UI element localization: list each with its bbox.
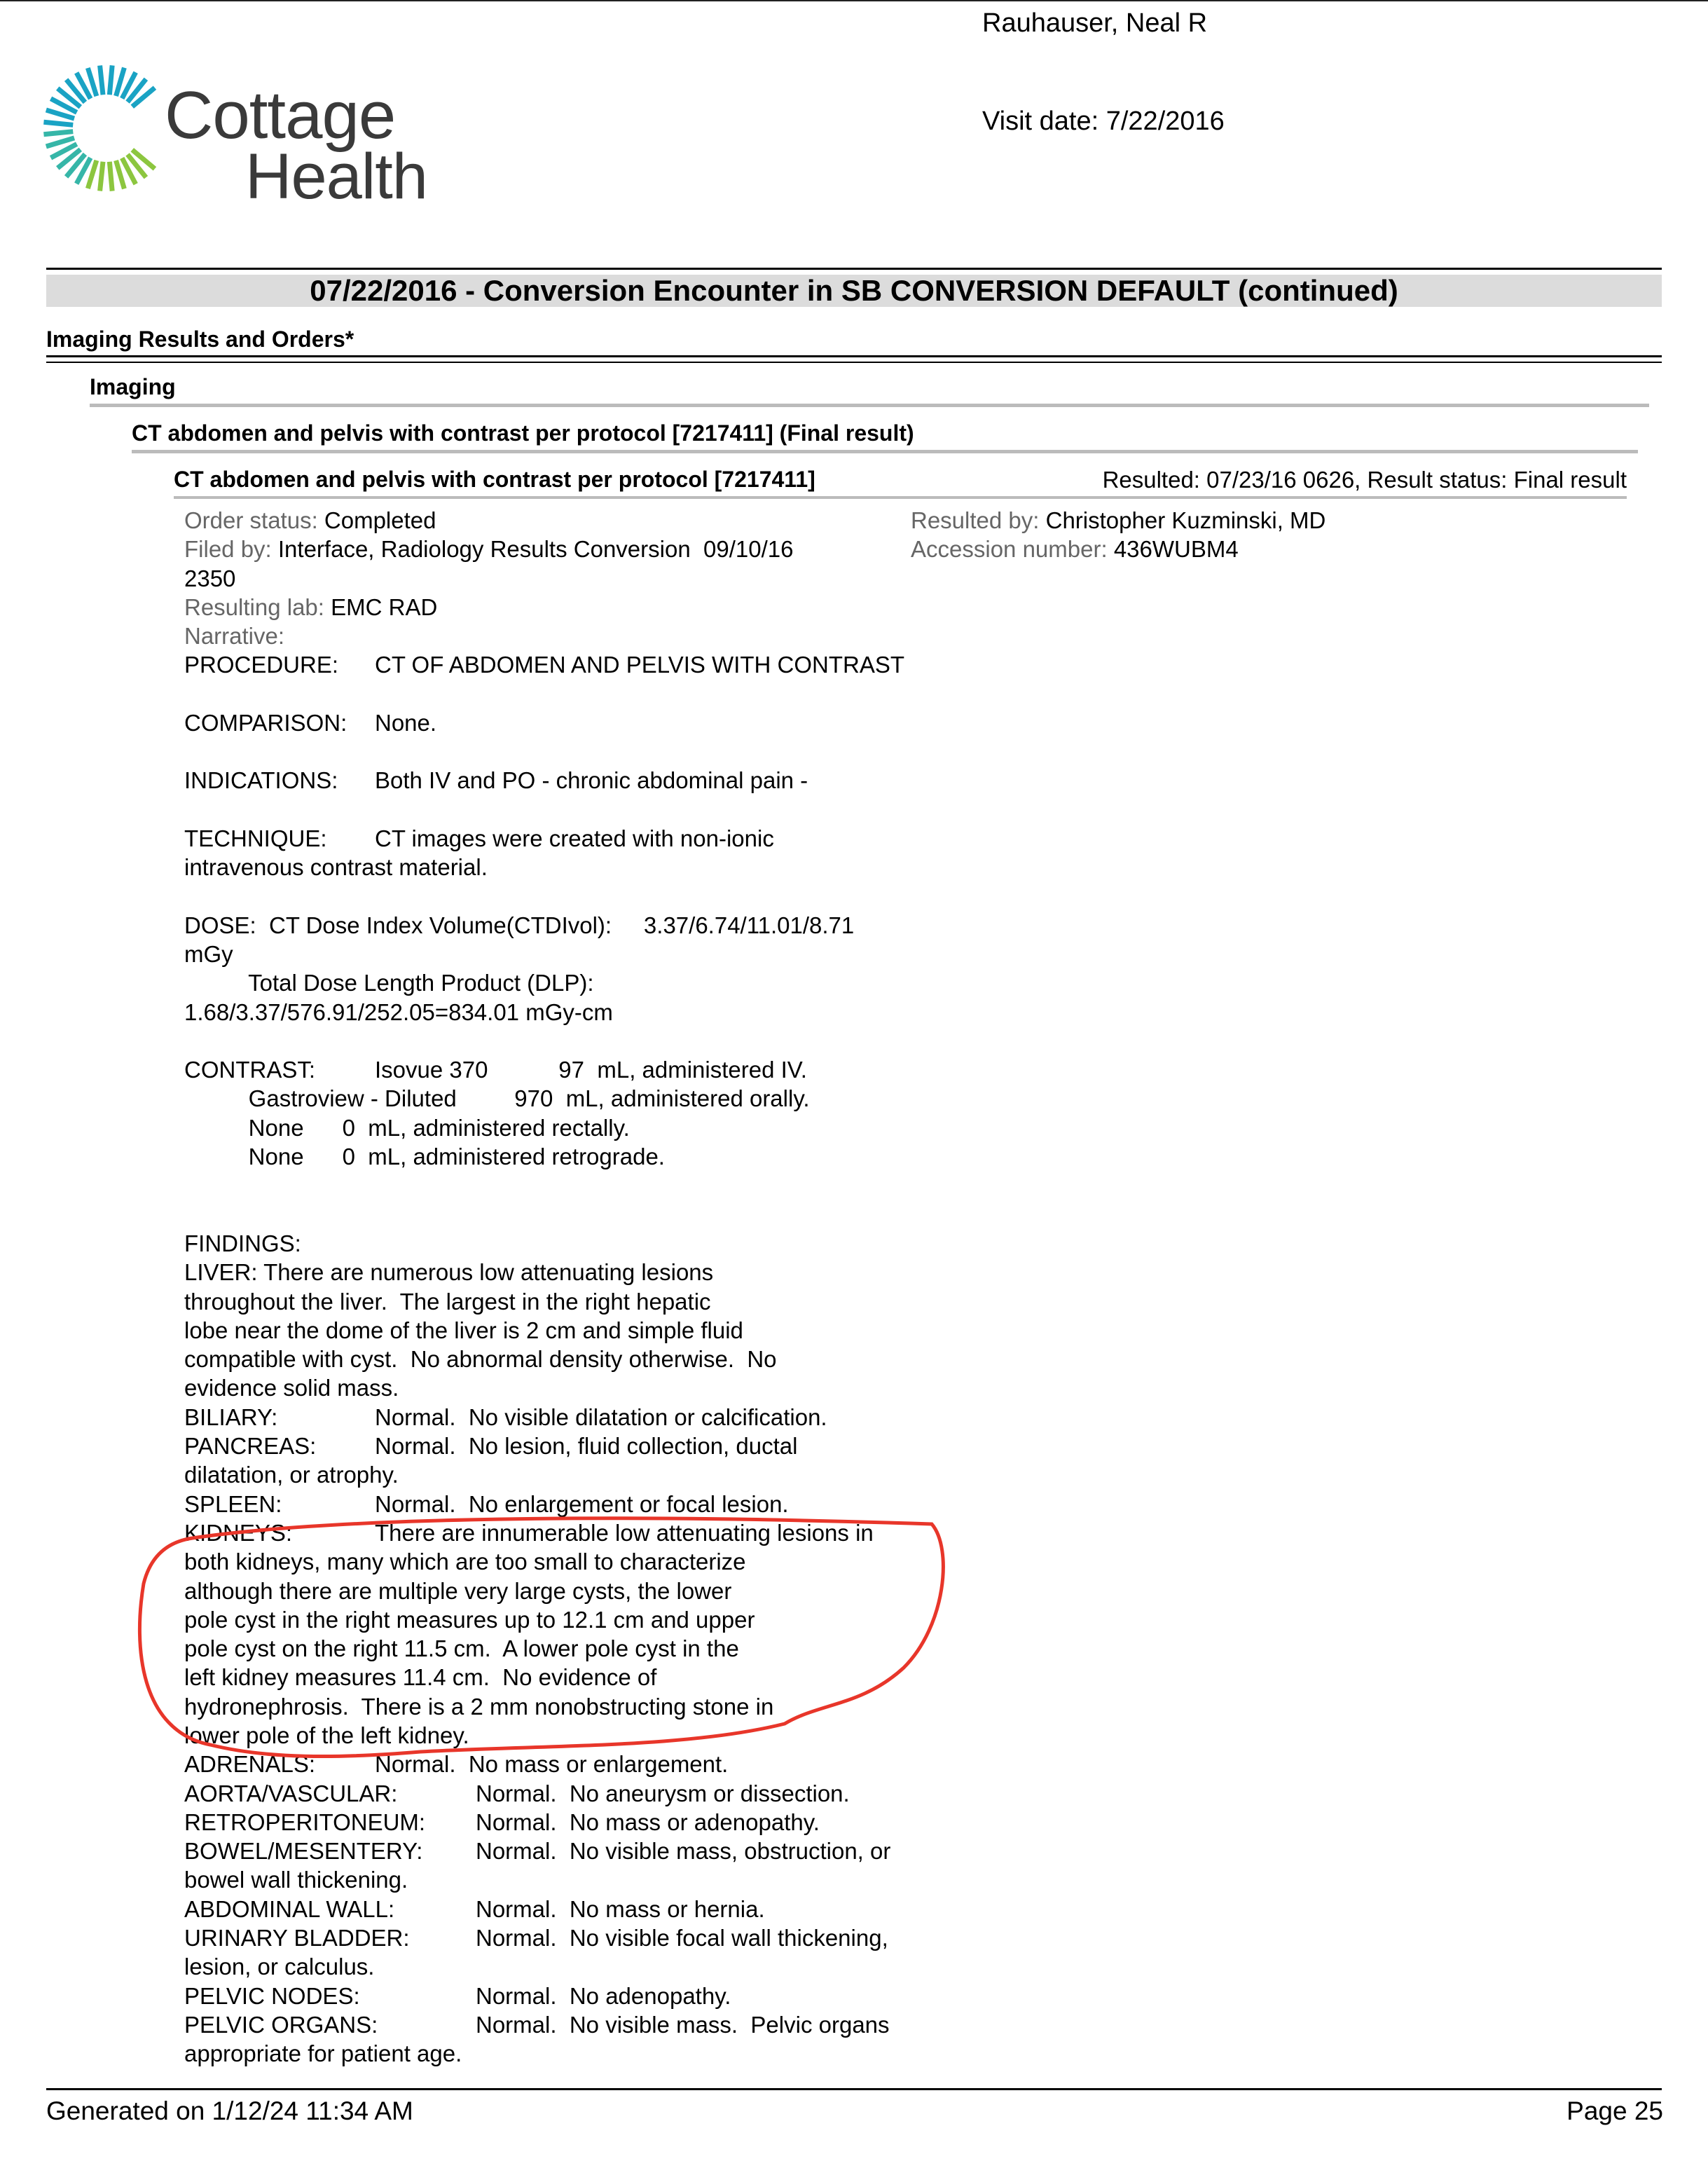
narrative-label-col: FINDINGS: xyxy=(184,1230,301,1256)
narrative-value-col: Normal. No visible mass, obstruction, or xyxy=(476,1838,891,1865)
top-border xyxy=(0,0,1708,1)
narrative-line xyxy=(184,1084,955,1113)
narrative-line xyxy=(184,1142,955,1171)
narrative-line xyxy=(184,795,955,823)
narrative-label-col: PELVIC ORGANS: xyxy=(184,2011,378,2038)
narrative-line xyxy=(184,1837,955,1865)
narrative-line xyxy=(184,1952,955,1981)
narrative-label-col: BILIARY: xyxy=(184,1404,278,1430)
logo-ray xyxy=(43,132,73,135)
narrative-line xyxy=(184,1113,955,1142)
narrative-label: Narrative: xyxy=(184,623,285,650)
narrative-value-col: CT OF ABDOMEN AND PELVIS WITH CONTRAST xyxy=(375,652,905,678)
narrative-label-col: URINARY BLADDER: xyxy=(184,1925,410,1951)
narrative-body xyxy=(184,650,955,2068)
narrative-value-col: There are innumerable low attenuating lesions in xyxy=(375,1519,874,1546)
narrative-value-col: CT images were created with non-ionic xyxy=(375,825,774,851)
narrative-line xyxy=(184,1373,955,1402)
narrative-label-col: lobe near the dome of the liver is 2 cm and simple fluid xyxy=(184,1317,743,1343)
rule-order xyxy=(132,450,1638,453)
narrative-value-col: Normal. No mass or enlargement. xyxy=(375,1751,729,1778)
subsection-imaging: Imaging xyxy=(90,374,176,399)
narrative-line xyxy=(184,1287,955,1316)
narrative-label-col: KIDNEYS: xyxy=(184,1519,293,1546)
narrative-value-col: Normal. No lesion, fluid collection, ductal xyxy=(375,1433,798,1460)
narrative-value-col: Normal. No visible dilatation or calcification. xyxy=(375,1404,827,1430)
narrative-line xyxy=(184,1055,955,1084)
section-imaging-results: Imaging Results and Orders* xyxy=(46,327,354,352)
generated-on: Generated on 1/12/24 11:34 AM xyxy=(46,2097,413,2125)
logo-ray xyxy=(43,122,73,125)
result-meta xyxy=(911,506,1325,564)
resulting-lab-label: Resulting lab: xyxy=(184,594,324,620)
rule-section-2 xyxy=(46,362,1662,363)
narrative-label-col: hydronephrosis. There is a 2 mm nonobstructing stone in xyxy=(184,1693,774,1720)
narrative-line xyxy=(184,940,955,968)
rule-section xyxy=(46,355,1662,357)
resulting-lab-value: EMC RAD xyxy=(331,594,438,620)
narrative-label-col: DOSE: CT Dose Index Volume(CTDIvol): 3.37/6.74/11.01/8.71 xyxy=(184,912,855,938)
narrative-label-col: pole cyst in the right measures up to 12.1 cm and upper xyxy=(184,1606,755,1633)
logo-text-cottage: Cottage xyxy=(165,78,396,153)
narrative-line xyxy=(184,766,955,795)
patient-name: Rauhauser, Neal R xyxy=(982,8,1208,38)
narrative-label-col: pole cyst on the right 11.5 cm. A lower pole cyst in the xyxy=(184,1635,739,1662)
narrative-label-col: both kidneys, many which are too small to characterize xyxy=(184,1549,746,1575)
narrative-line xyxy=(184,1432,955,1460)
narrative-label-col: intravenous contrast material. xyxy=(184,854,488,881)
logo-text-health: Health xyxy=(245,141,427,212)
resulted-by-label: Resulted by: xyxy=(911,507,1040,533)
narrative-line xyxy=(184,1460,955,1489)
narrative-line xyxy=(184,998,955,1027)
narrative-value-col: Both IV and PO - chronic abdominal pain - xyxy=(375,767,808,794)
logo-ray xyxy=(109,65,112,95)
narrative-line xyxy=(184,824,955,853)
narrative-line xyxy=(184,1808,955,1837)
narrative-label-col: bowel wall thickening. xyxy=(184,1867,408,1893)
narrative-label-col: compatible with cyst. No abnormal density otherwise. No xyxy=(184,1346,777,1373)
narrative-label-col: LIVER: There are numerous low attenuating lesions xyxy=(184,1259,714,1286)
narrative-line xyxy=(184,1865,955,1894)
narrative-label-col: PROCEDURE: xyxy=(184,652,339,678)
narrative-label-col: CONTRAST: xyxy=(184,1057,316,1083)
narrative-value-col: Normal. No visible mass. Pelvic organs xyxy=(476,2011,890,2038)
filed-by-label: Filed by: xyxy=(184,536,272,563)
narrative-label-col: None 0 mL, administered rectally. xyxy=(184,1114,630,1141)
page-number: Page 25 xyxy=(1566,2097,1663,2125)
narrative-line xyxy=(184,1258,955,1287)
order-meta xyxy=(184,506,955,650)
narrative-label-col: throughout the liver. The largest in the right hepatic xyxy=(184,1288,711,1315)
narrative-line xyxy=(184,1345,955,1373)
narrative-label-col: lesion, or calculus. xyxy=(184,1954,375,1980)
accession-label: Accession number: xyxy=(911,536,1108,563)
narrative-label-col: mGy xyxy=(184,940,233,967)
narrative-label-col: TECHNIQUE: xyxy=(184,825,327,851)
narrative-label-col: COMPARISON: xyxy=(184,709,347,736)
rule-result xyxy=(174,496,1627,499)
order-title: CT abdomen and pelvis with contrast per protocol [7217411] (Final result) xyxy=(132,420,914,446)
narrative-line xyxy=(184,650,955,679)
narrative-line xyxy=(184,1403,955,1432)
rule-banner-top xyxy=(46,268,1662,270)
narrative-line xyxy=(184,1895,955,1923)
narrative-label-col: ABDOMINAL WALL: xyxy=(184,1895,395,1922)
result-title: CT abdomen and pelvis with contrast per protocol [7217411] xyxy=(174,467,815,492)
rule-imaging xyxy=(90,404,1649,407)
narrative-line xyxy=(184,881,955,910)
narrative-value-col: Normal. No mass or adenopathy. xyxy=(476,1809,820,1835)
narrative-line xyxy=(184,1316,955,1345)
narrative-label-col: BOWEL/MESENTERY: xyxy=(184,1838,423,1865)
narrative-value-col: Normal. No mass or hernia. xyxy=(476,1895,765,1922)
visit-date: Visit date: 7/22/2016 xyxy=(982,107,1225,136)
narrative-label-col: PELVIC NODES: xyxy=(184,1982,360,2009)
narrative-line xyxy=(184,679,955,708)
encounter-banner: 07/22/2016 - Conversion Encounter in SB CONVERSION DEFAULT (continued) xyxy=(46,275,1662,307)
narrative-line xyxy=(184,911,955,940)
narrative-value-col: None. xyxy=(375,709,437,736)
narrative-label-col: SPLEEN: xyxy=(184,1490,282,1517)
narrative-line xyxy=(184,1171,955,1200)
narrative-label-col: ADRENALS: xyxy=(184,1751,316,1778)
narrative-line xyxy=(184,1923,955,1952)
filed-by-cont: 2350 xyxy=(184,565,236,591)
narrative-value-col: Normal. No visible focal wall thickening, xyxy=(476,1925,888,1951)
narrative-label-col: INDICATIONS: xyxy=(184,767,338,794)
narrative-line xyxy=(184,1779,955,1808)
narrative-line xyxy=(184,853,955,881)
resulted-by-value: Christopher Kuzminski, MD xyxy=(1045,507,1326,533)
narrative-label-col: None 0 mL, administered retrograde. xyxy=(184,1144,665,1170)
resulted-status: Resulted: 07/23/16 0626, Result status: Final result xyxy=(1102,467,1627,493)
narrative-line xyxy=(184,1982,955,2010)
filed-by-value: Interface, Radiology Results Conversion 09/10/16 xyxy=(277,536,794,563)
narrative-line xyxy=(184,968,955,997)
narrative-value-col: Normal. No aneurysm or dissection. xyxy=(476,1780,850,1806)
narrative-label-col: RETROPERITONEUM: xyxy=(184,1809,426,1835)
narrative-label-col: appropriate for patient age. xyxy=(184,2040,462,2067)
narrative-label-col: 1.68/3.37/576.91/252.05=834.01 mGy-cm xyxy=(184,999,613,1025)
narrative-line xyxy=(184,2010,955,2039)
narrative-line xyxy=(184,1229,955,1258)
narrative-line xyxy=(184,1200,955,1229)
narrative-line xyxy=(184,1027,955,1055)
narrative-line xyxy=(184,708,955,737)
narrative-label-col: lower pole of the left kidney. xyxy=(184,1722,469,1748)
logo-ray xyxy=(100,162,103,191)
red-annotation-circle xyxy=(126,1507,953,1766)
narrative-label-col: Total Dose Length Product (DLP): xyxy=(184,970,594,996)
narrative-label-col: dilatation, or atrophy. xyxy=(184,1462,399,1488)
narrative-value-col: Normal. No enlargement or focal lesion. xyxy=(375,1490,789,1517)
logo-mark-icon xyxy=(42,62,165,195)
order-status-label: Order status: xyxy=(184,507,318,533)
order-status-value: Completed xyxy=(324,507,436,533)
cottage-health-logo xyxy=(42,62,448,216)
narrative-value-col: Normal. No adenopathy. xyxy=(476,1982,731,2009)
narrative-label-col: evidence solid mass. xyxy=(184,1375,399,1401)
narrative-label-col: left kidney measures 11.4 cm. No evidence of xyxy=(184,1664,657,1691)
accession-value: 436WUBM4 xyxy=(1113,536,1239,563)
narrative-label-col: PANCREAS: xyxy=(184,1433,317,1460)
logo-ray xyxy=(109,162,112,191)
narrative-value-col: Isovue 370 97 mL, administered IV. xyxy=(375,1057,807,1083)
narrative-label-col: AORTA/VASCULAR: xyxy=(184,1780,398,1806)
logo-ray xyxy=(100,65,103,95)
narrative-line xyxy=(184,2039,955,2068)
narrative-line xyxy=(184,737,955,766)
narrative-label-col: although there are multiple very large cysts, the lower xyxy=(184,1577,732,1604)
narrative-label-col: Gastroview - Diluted 970 mL, administered orally. xyxy=(184,1085,810,1112)
rule-footer xyxy=(46,2088,1662,2090)
